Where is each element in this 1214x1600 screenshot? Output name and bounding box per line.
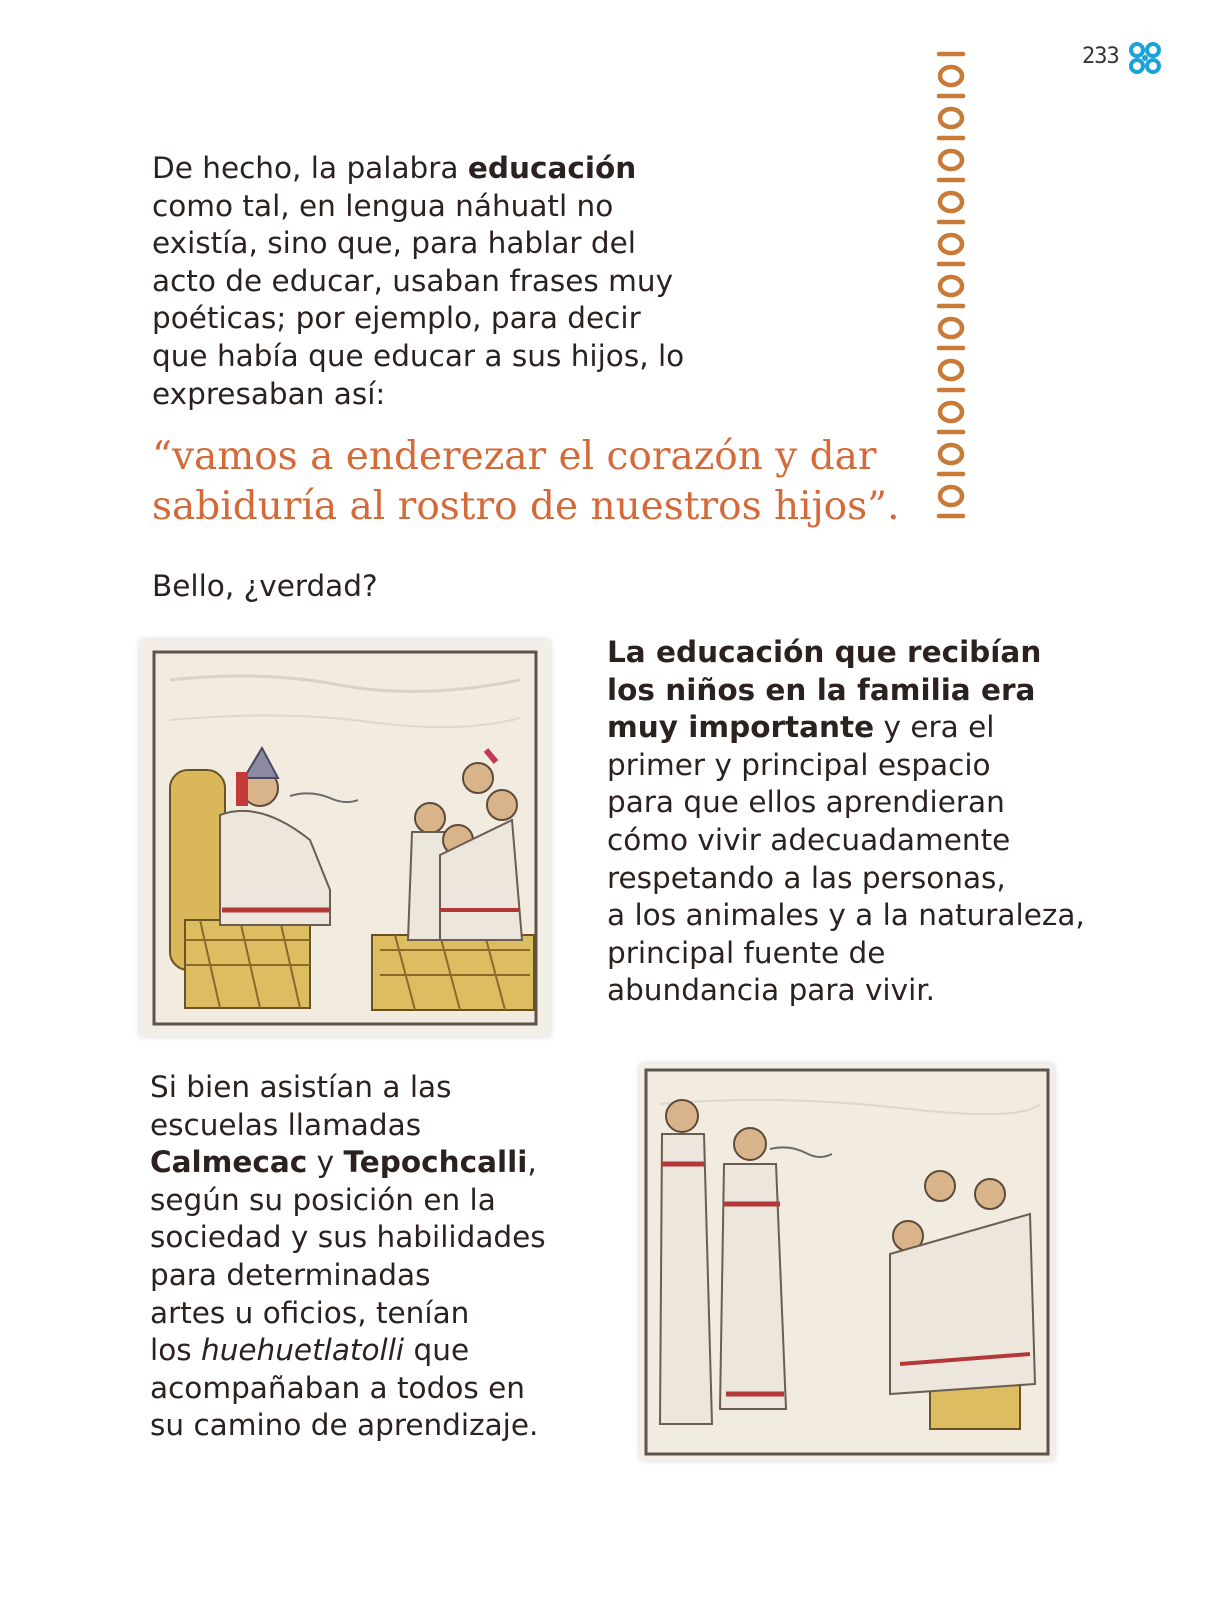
- keyword-calmecac: Calmecac: [150, 1145, 308, 1180]
- schools-line: Calmecac y Tepochcalli,: [150, 1145, 537, 1180]
- remark-text: Bello, ¿verdad?: [152, 569, 378, 603]
- keyword-educacion: educación: [467, 151, 637, 185]
- codex-scene-1: [140, 640, 550, 1036]
- strip-o-glyph: [940, 403, 962, 421]
- schools-paragraph: [150, 1069, 546, 1445]
- family-line: La educación que recibían: [607, 635, 1042, 669]
- strip-o-glyph: [940, 235, 962, 253]
- strip-o-glyph: [940, 445, 962, 463]
- family-line: cómo vivir adecuadamente: [607, 822, 1011, 857]
- quote-line: “vamos a enderezar el corazón y dar: [152, 434, 877, 479]
- schools-line: escuelas llamadas: [150, 1107, 422, 1142]
- schools-line: los huehuetlatolli que: [150, 1333, 470, 1368]
- schools-line: su camino de aprendizaje.: [150, 1408, 539, 1443]
- family-line: a los animales y a la naturaleza,: [607, 898, 1085, 933]
- term-huehuetlatolli: huehuetlatolli: [201, 1333, 405, 1368]
- strip-o-glyph: [940, 319, 962, 337]
- nahuatl-quote: [152, 432, 900, 532]
- intro-line: que había que educar a sus hijos, lo: [152, 338, 685, 373]
- codex-illustration-elders-speaking: [640, 1064, 1054, 1460]
- codex-scene-2: [640, 1064, 1054, 1460]
- strip-o-glyph: [940, 109, 962, 127]
- strip-o-glyph: [940, 277, 962, 295]
- family-line: los niños en la familia era: [607, 672, 1036, 707]
- strip-o-glyph: [940, 487, 962, 505]
- intro-paragraph: [152, 150, 684, 413]
- intro-line: como tal, en lengua náhuatl no: [152, 188, 614, 223]
- family-line: muy importante y era el: [607, 710, 995, 745]
- intro-line: existía, sino que, para hablar del: [152, 226, 636, 261]
- schools-line: acompañaban a todos en: [150, 1370, 525, 1405]
- quote-line: sabiduría al rostro de nuestros hijos”.: [152, 484, 900, 529]
- family-line: para que ellos aprendieran: [607, 785, 1005, 820]
- family-line: primer y principal espacio: [607, 747, 991, 782]
- strip-o-glyph: [940, 361, 962, 379]
- intro-line: poéticas; por ejemplo, para decir: [152, 301, 641, 336]
- strip-o-glyph: [940, 193, 962, 211]
- intro-line: De hecho, la palabra educación: [152, 151, 637, 185]
- keyword-tepochcalli: Tepochcalli: [343, 1145, 528, 1180]
- family-line: respetando a las personas,: [607, 860, 1006, 895]
- schools-line: según su posición en la: [150, 1182, 496, 1217]
- strip-o-glyph: [940, 67, 962, 85]
- strip-o-glyph: [940, 151, 962, 169]
- codex-illustration-father-teaching: [140, 640, 550, 1036]
- schools-line: Si bien asistían a las: [150, 1070, 452, 1104]
- schools-line: sociedad y sus habilidades: [150, 1220, 546, 1255]
- flower-glyph-icon: [1127, 40, 1163, 76]
- schools-line: artes u oficios, tenían: [150, 1295, 470, 1330]
- schools-line: para determinadas: [150, 1257, 431, 1292]
- family-line: abundancia para vivir.: [607, 973, 936, 1008]
- page-number: 233: [1082, 44, 1119, 69]
- decorative-border-strip: [935, 4, 967, 524]
- intro-line: expresaban así:: [152, 376, 386, 411]
- family-line: principal fuente de: [607, 935, 886, 970]
- intro-line: acto de educar, usaban frases muy: [152, 263, 674, 298]
- family-education-paragraph: [607, 634, 1085, 1010]
